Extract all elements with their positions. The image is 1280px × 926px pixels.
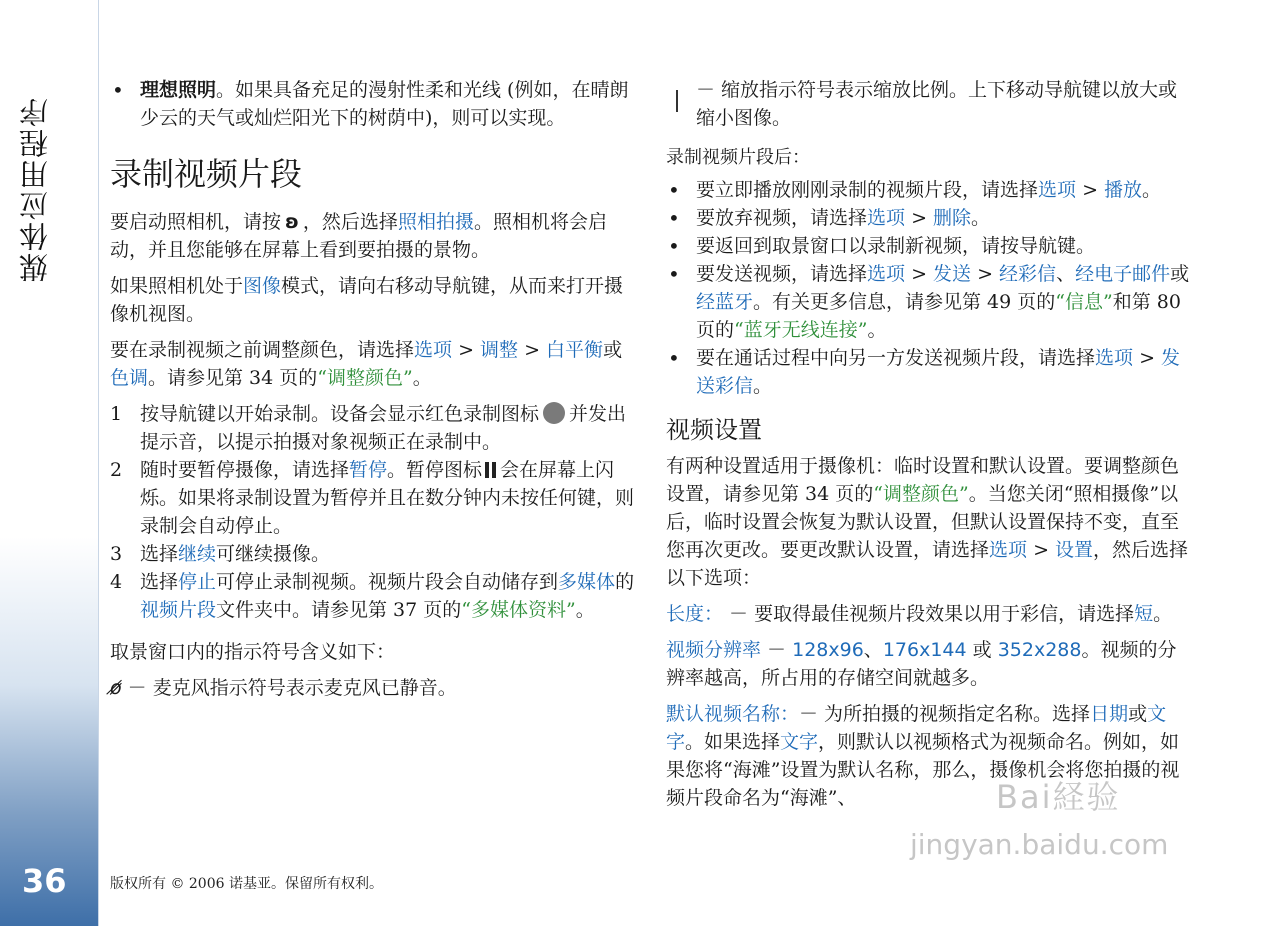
ref-gallery[interactable]: “多媒体资料” — [461, 599, 576, 621]
term-length: 长度： — [666, 603, 724, 625]
link-gallery[interactable]: 多媒体 — [558, 571, 616, 593]
list-item: • 要立即播放刚刚录制的视频片段，请选择选项 > 播放。 — [666, 176, 1191, 204]
list-item — [110, 76, 636, 132]
camera-key-icon: ʚ — [285, 211, 299, 233]
link-options[interactable]: 选项 — [1038, 179, 1077, 201]
after-recording-heading: 录制视频片段后： — [666, 147, 810, 168]
link-photo-capture[interactable]: 照相拍摄 — [397, 211, 474, 233]
ref-bluetooth[interactable]: “蓝牙无线连接” — [734, 319, 868, 341]
paragraph-length: 长度： － 要取得最佳视频片段效果以用于彩信，请选择短。 — [666, 603, 1173, 625]
ideal-lighting-text: 。如果具备充足的漫射性柔和光线 (例如，在晴朗少云的天气或灿烂阳光下的树荫中)，则可以实现。 — [140, 79, 629, 129]
paragraph-viewfinder-intro: 取景窗口内的指示符号含义如下： — [110, 641, 396, 663]
record-steps — [110, 400, 636, 624]
link-video-clips[interactable]: 视频片段 — [140, 599, 217, 621]
section-title: 媒体应用程序 — [18, 96, 52, 282]
link-send[interactable]: 发送 — [933, 263, 972, 285]
link-white-balance[interactable]: 白平衡 — [546, 339, 604, 361]
term-resolution: 视频分辨率 — [666, 639, 762, 661]
section-heading-video-settings: 视频设置 — [666, 416, 762, 444]
record-icon — [543, 402, 565, 424]
paragraph-image-mode: 如果照相机处于图像模式，请向右移动导航键，从而来打开摄像机视图。 — [110, 275, 624, 325]
watermark — [900, 770, 1210, 870]
link-adjust[interactable]: 调整 — [480, 339, 519, 361]
link-text[interactable]: 文字 — [780, 731, 819, 753]
term-ideal-lighting: 理想照明 — [140, 79, 217, 101]
option-352x288[interactable]: 352x288 — [997, 639, 1082, 661]
pause-icon — [485, 462, 497, 478]
link-options[interactable]: 选项 — [1095, 347, 1134, 369]
link-settings[interactable]: 设置 — [1055, 539, 1094, 561]
paragraph-settings: 有两种设置适用于摄像机：临时设置和默认设置。要调整颜色设置，请参见第 34 页的“调整颜色”。当您关闭“照相摄像”以后，临时设置会恢复为默认设置，但默认设置保持不变，直至您再次更改。要更改默认设置，请选择选项 > 设置，然后选择以下选项： — [666, 455, 1189, 589]
link-options[interactable]: 选项 — [989, 539, 1028, 561]
step-item: 2 随时要暂停摄像，请选择暂停。暂停图标 会在屏幕上闪烁。如果将录制设置为暂停并且在数分钟内未按任何键，则录制会自动停止。 — [110, 459, 635, 537]
link-options[interactable]: 选项 — [867, 207, 906, 229]
mic-muted-icon: ø̸ — [110, 677, 122, 699]
list-item: • 要放弃视频，请选择选项 > 删除。 — [666, 204, 1191, 232]
list-item: • 要在通话过程中向另一方发送视频片段，请选择选项 > 发送彩信。 — [666, 344, 1191, 400]
link-via-bluetooth[interactable]: 经蓝牙 — [696, 291, 754, 313]
link-play[interactable]: 播放 — [1104, 179, 1143, 201]
link-short[interactable]: 短 — [1134, 603, 1154, 625]
paragraph-zoom: － 缩放指示符号表示缩放比例。上下移动导航键以放大或缩小图像。 — [666, 76, 1191, 132]
paragraph-mic-muted: ø̸ － 麦克风指示符号表示麦克风已静音。 — [110, 677, 457, 699]
term-default-name: 默认视频名称： — [666, 703, 800, 725]
section-heading-record: 录制视频片段 — [110, 155, 303, 193]
paragraph-adjust-color: 要在录制视频之前调整颜色，请选择选项 > 调整 > 白平衡或色调。请参见第 34 页的“调整颜色”。 — [110, 339, 623, 389]
ref-adjust-color[interactable]: “调整颜色” — [317, 367, 413, 389]
link-via-mms[interactable]: 经彩信 — [999, 263, 1057, 285]
list-item: • 要发送视频，请选择选项 > 发送 > 经彩信、经电子邮件或经蓝牙。有关更多信息，请参见第 49 页的“信息”和第 80 页的“蓝牙无线连接”。 — [666, 260, 1191, 344]
step-item: 3 选择继续可继续摄像。 — [110, 543, 331, 565]
option-128x96[interactable]: 128x96 — [792, 639, 864, 661]
watermark-url: jingyan.baidu.com — [910, 828, 1169, 861]
watermark-logo: Bai経验 — [996, 778, 1121, 816]
footer-copyright: 版权所有 © 2006 诺基亚。保留所有权利。 — [110, 876, 383, 892]
step-item: 4 选择停止可停止录制视频。视频片段会自动储存到多媒体的视频片段文件夹中。请参见第 37 页的“多媒体资料”。 — [110, 571, 635, 621]
sidebar — [0, 0, 99, 926]
link-options[interactable]: 选项 — [867, 263, 906, 285]
left-column — [110, 76, 636, 710]
link-date[interactable]: 日期 — [1090, 703, 1129, 725]
right-column — [666, 76, 1191, 820]
ref-messaging[interactable]: “信息” — [1055, 291, 1113, 313]
link-continue[interactable]: 继续 — [178, 543, 217, 565]
link-stop[interactable]: 停止 — [178, 571, 217, 593]
page-number: 36 — [22, 862, 67, 900]
ideal-lighting-list — [110, 76, 636, 132]
list-item: • 要返回到取景窗口以录制新视频，请按导航键。 — [666, 232, 1191, 260]
link-text[interactable]: 文字 — [666, 703, 1167, 753]
paragraph-start-camera: 要启动照相机，请按 ʚ ，然后选择照相拍摄。照相机将会启动，并且您能够在屏幕上看到要拍摄的景物。 — [110, 208, 636, 264]
link-image[interactable]: 图像 — [243, 275, 282, 297]
after-recording-list — [666, 176, 1191, 400]
link-delete[interactable]: 删除 — [933, 207, 972, 229]
step-item: 1 按导航键以开始录制。设备会显示红色录制图标 并发出提示音，以提示拍摄对象视频正在录制中。 — [110, 403, 627, 453]
option-176x144[interactable]: 176x144 — [882, 639, 967, 661]
link-via-email[interactable]: 经电子邮件 — [1075, 263, 1171, 285]
paragraph-default-name: 默认视频名称：－ 为所拍摄的视频指定名称。选择日期或文字。如果选择文字，则默认以视频格式为视频命名。例如，如果您将“海滩”设置为默认名称，那么，摄像机会将您拍摄的视频片段命名为“海滩”、 — [666, 703, 1180, 809]
link-options[interactable]: 选项 — [414, 339, 453, 361]
paragraph-resolution: 视频分辨率 － 128x96、176x144 或 352x288。视频的分辨率越高，所占用的存储空间就越多。 — [666, 639, 1177, 689]
link-pause[interactable]: 暂停 — [349, 459, 388, 481]
ref-adjust-color[interactable]: “调整颜色” — [873, 483, 969, 505]
zoom-indicator-icon — [676, 90, 678, 112]
link-send-mms[interactable]: 发送彩信 — [696, 347, 1181, 397]
link-color-tone[interactable]: 色调 — [110, 367, 149, 389]
